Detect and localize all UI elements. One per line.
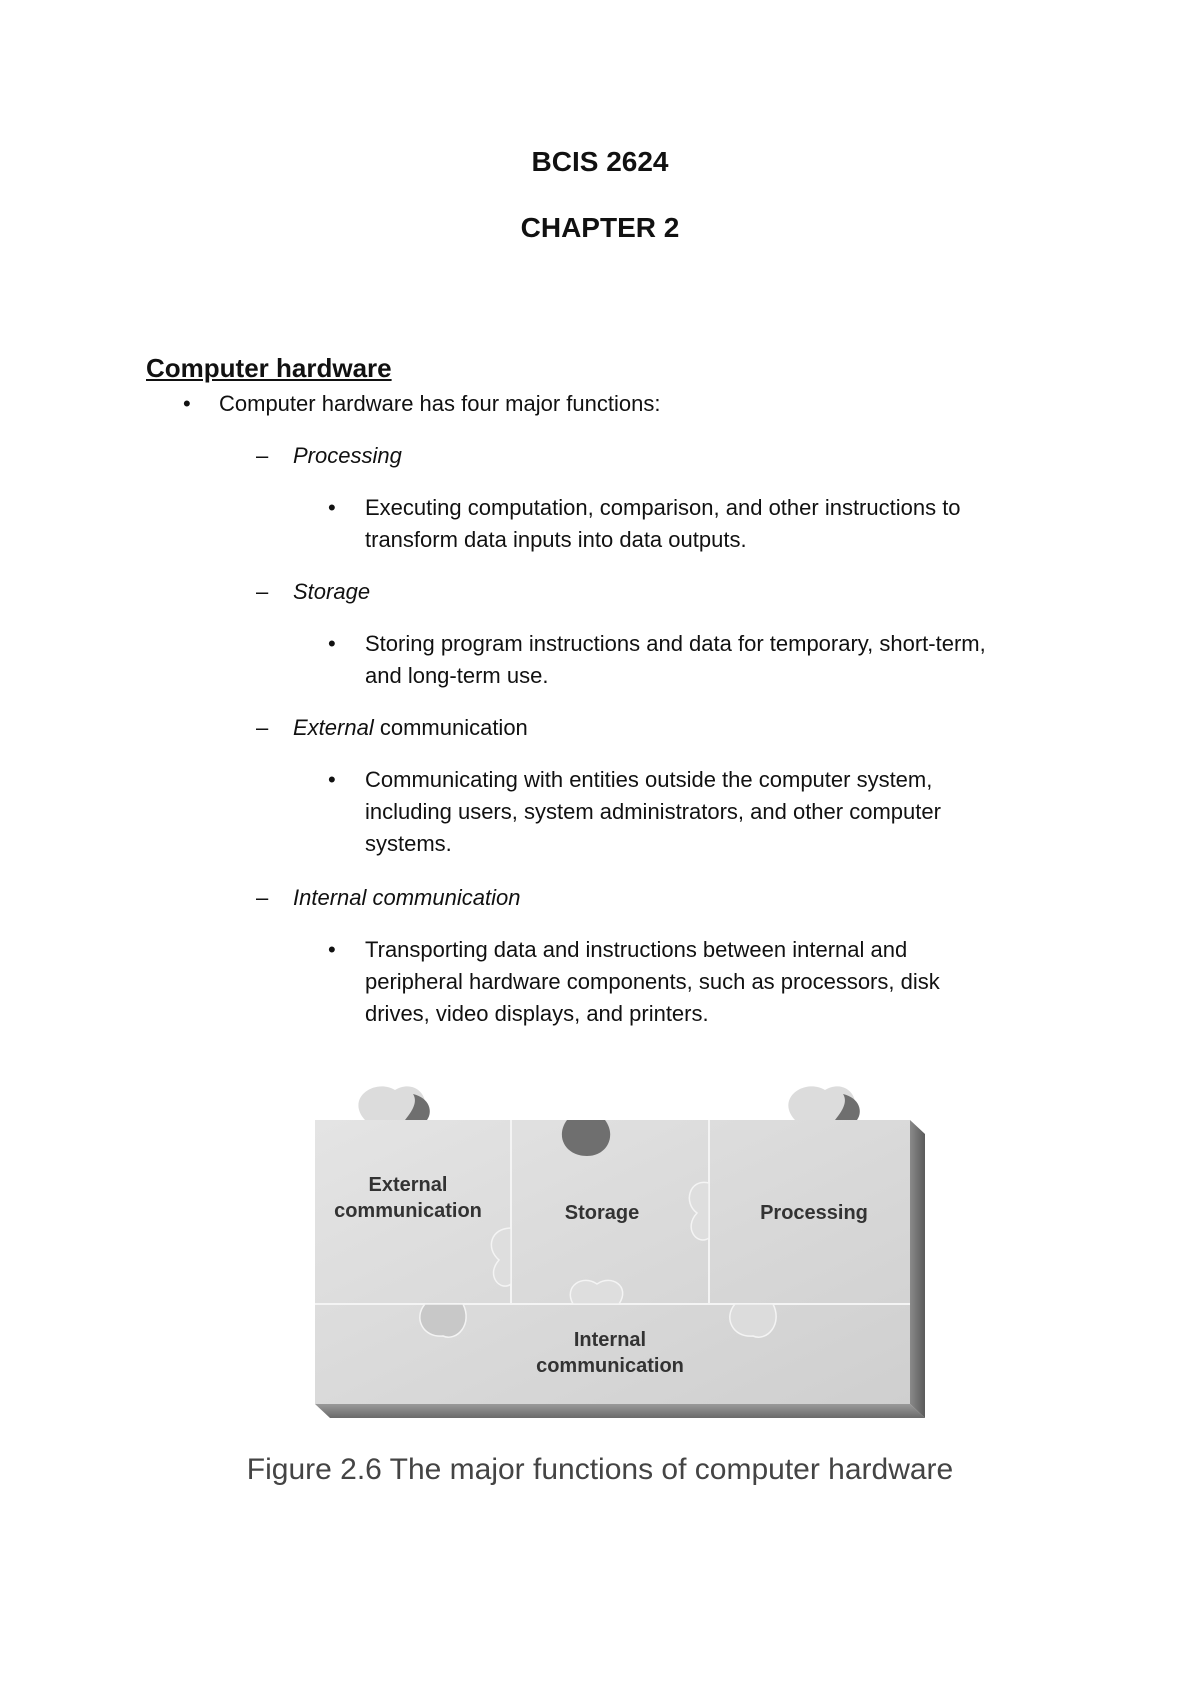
section-heading: Computer hardware: [146, 353, 392, 383]
bullet-icon: •: [328, 631, 336, 656]
bullet-icon: •: [328, 767, 336, 792]
knob-bottom-left: [420, 1304, 466, 1337]
function-description-line: peripheral hardware components, such as processors, disk: [365, 969, 940, 994]
function-description-line: transform data inputs into data outputs.: [365, 527, 747, 552]
bullet-icon: •: [328, 495, 336, 520]
function-description-line: including users, system administrators, and other computer: [365, 799, 941, 824]
bullet-icon: •: [183, 391, 191, 416]
piece-label-processing: Processing: [760, 1202, 868, 1224]
dash-icon: –: [256, 579, 269, 604]
function-description-line: Executing computation, comparison, and other instructions to: [365, 495, 961, 520]
knob-storage-bottom: [570, 1280, 622, 1304]
function-name-external-italic: External: [293, 715, 374, 740]
function-name-processing: Processing: [293, 443, 402, 468]
function-description-line: drives, video displays, and printers.: [365, 1001, 709, 1026]
piece-label-internal-1: Internal: [573, 1329, 647, 1351]
dash-icon: –: [256, 443, 269, 468]
knob-bottom-right: [730, 1304, 776, 1337]
function-description-line: Transporting data and instructions between internal and: [365, 937, 908, 962]
puzzle-figure: [305, 1078, 945, 1426]
figure-caption: Figure 2.6 The major functions of computer hardware: [246, 1453, 954, 1486]
piece-label-internal-2: communication: [536, 1355, 684, 1377]
course-code: BCIS 2624: [531, 146, 669, 177]
figure-side-shadow: [910, 1120, 925, 1418]
function-name-external-suffix: communication: [373, 715, 528, 740]
piece-label-storage: Storage: [564, 1202, 640, 1224]
function-description-line: systems.: [365, 831, 452, 856]
dash-icon: –: [256, 885, 269, 910]
dash-icon: –: [256, 715, 269, 740]
intro-text: Computer hardware has four major functions:: [219, 391, 661, 416]
figure-bottom-shadow: [315, 1404, 925, 1418]
piece-label-external-1: External: [368, 1174, 448, 1196]
bullet-icon: •: [328, 937, 336, 962]
function-name-external: [293, 712, 528, 744]
function-name-internal: Internal communication: [293, 885, 521, 910]
function-description-line: and long-term use.: [365, 663, 549, 688]
chapter-title: CHAPTER 2: [520, 212, 680, 243]
function-description-line: Communicating with entities outside the computer system,: [365, 767, 933, 792]
function-description-line: Storing program instructions and data for temporary, short-term,: [365, 631, 986, 656]
function-name-storage: Storage: [293, 579, 371, 604]
piece-label-external-2: communication: [334, 1200, 482, 1222]
